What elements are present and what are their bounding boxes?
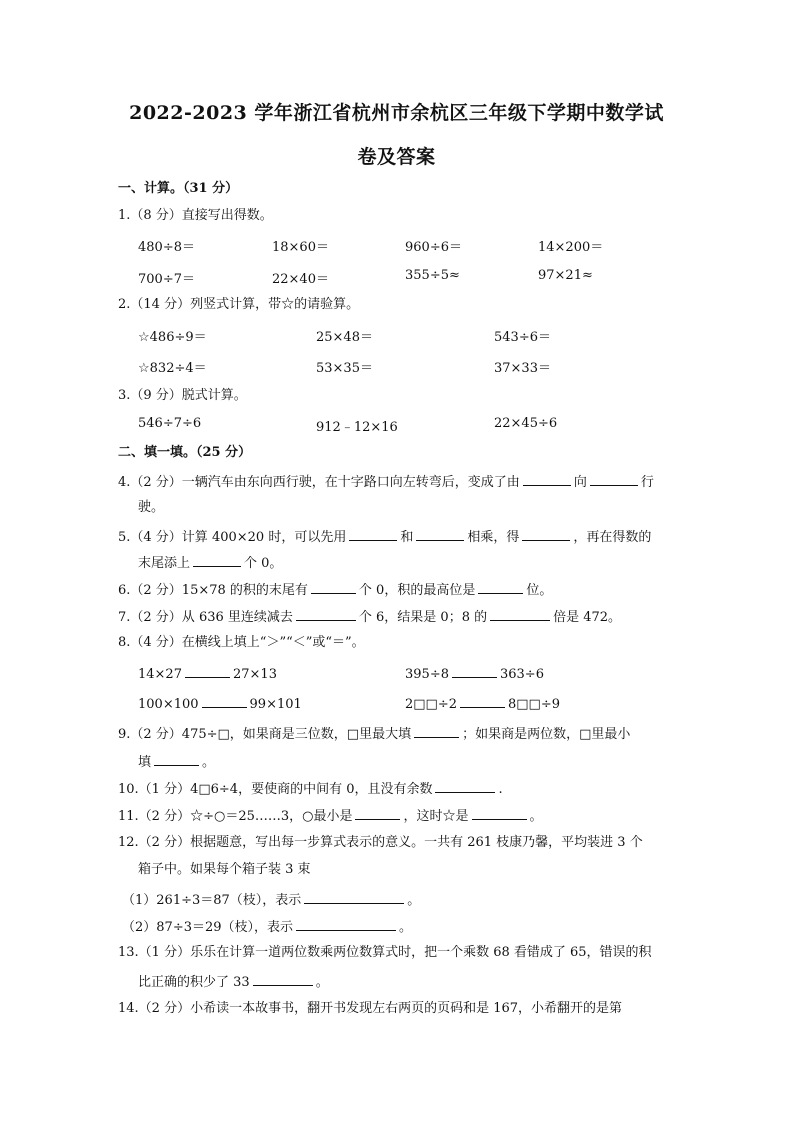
q11-blank-2[interactable] bbox=[472, 806, 527, 820]
q1-item-6: 22×40＝ bbox=[272, 272, 329, 287]
q5-text-5: 末尾添上 bbox=[138, 556, 191, 571]
q1-item-3: 960÷6＝ bbox=[405, 240, 462, 255]
question-2-heading: 2.（14 分）列竖式计算，带☆的请验算。 bbox=[118, 297, 360, 312]
exam-title-line2: 卷及答案 bbox=[357, 146, 436, 168]
question-12: 12.（2 分）根据题意，写出每一步算式表示的意义。一共有 261 枝康乃馨，平均装进 3 个 bbox=[118, 835, 643, 850]
q2-item-4: ☆832÷4＝ bbox=[138, 361, 207, 376]
q2-item-6: 37×33＝ bbox=[494, 361, 551, 376]
q5-text-3: 相乘，得 bbox=[467, 530, 520, 545]
q4-blank-2[interactable] bbox=[590, 472, 638, 486]
q9-text-4: 。 bbox=[202, 755, 216, 770]
q12-end-1: 。 bbox=[407, 893, 421, 908]
q8-compare-1 bbox=[138, 664, 277, 682]
q6-text-3: 位。 bbox=[526, 583, 553, 598]
question-10 bbox=[118, 779, 681, 799]
q8-blank-3[interactable] bbox=[202, 694, 247, 708]
question-11 bbox=[118, 806, 681, 826]
q5-text-2: 和 bbox=[400, 530, 414, 545]
q5-blank-3[interactable] bbox=[522, 527, 570, 541]
q13-blank[interactable] bbox=[253, 972, 313, 986]
q2-item-2: 25×48＝ bbox=[316, 330, 373, 345]
q1-item-4: 14×200＝ bbox=[538, 240, 604, 255]
q12-blank-1[interactable] bbox=[304, 890, 404, 904]
q8-left-2: 395÷8 bbox=[405, 667, 449, 682]
q6-text: 6.（2 分）15×78 的积的末尾有 bbox=[118, 583, 308, 598]
question-3-heading: 3.（9 分）脱式计算。 bbox=[118, 388, 247, 403]
q1-item-8: 97×21≈ bbox=[538, 268, 593, 283]
question-12-cont: 箱子中。如果每个箱子装 3 束 bbox=[138, 862, 311, 877]
q3-item-3: 22×45÷6 bbox=[494, 416, 558, 431]
q10-text: 10.（1 分）4□6÷4，要使商的中间有 0，且没有余数 bbox=[118, 782, 433, 797]
q11-text: 11.（2 分）☆÷○＝25……3，○最小是 bbox=[118, 809, 353, 824]
q4-text: 4.（2 分）一辆汽车由东向西行驶，在十字路口向左转弯后，变成了由 bbox=[118, 475, 520, 490]
question-7 bbox=[118, 607, 681, 627]
q8-right-4: 8□□÷9 bbox=[508, 697, 560, 712]
q1-item-5: 700÷7＝ bbox=[138, 272, 195, 287]
question-5-cont bbox=[138, 553, 681, 573]
q4-text-3: 行 bbox=[640, 475, 654, 490]
question-14: 14.（2 分）小希读一本故事书，翻开书发现左右两页的页码和是 167，小希翻开的是第 bbox=[118, 1001, 623, 1016]
q11-text-3: 。 bbox=[529, 809, 543, 824]
section-heading-calculation: 一、计算。（31 分） bbox=[118, 181, 239, 196]
q9-blank-1[interactable] bbox=[414, 724, 459, 738]
q13-text-3: 。 bbox=[315, 975, 329, 990]
q9-blank-2[interactable] bbox=[154, 752, 199, 766]
q12-end-2: 。 bbox=[399, 920, 413, 935]
exam-title-line1: 2022-2023 学年浙江省杭州市余杭区三年级下学期中数学试 bbox=[129, 102, 664, 124]
q6-blank-1[interactable] bbox=[311, 580, 356, 594]
question-4-cont: 驶。 bbox=[138, 500, 165, 515]
q7-text: 7.（2 分）从 636 里连续减去 bbox=[118, 610, 293, 625]
q9-text-3: 填 bbox=[138, 755, 152, 770]
q5-text-6: 个 0。 bbox=[244, 556, 283, 571]
q8-left-3: 100×100 bbox=[138, 697, 199, 712]
q8-blank-1[interactable] bbox=[185, 664, 230, 678]
q12-sub-2-text: （2）87÷3＝29（枝），表示 bbox=[122, 920, 294, 935]
q10-blank[interactable] bbox=[435, 779, 495, 793]
q8-right-2: 363÷6 bbox=[499, 667, 544, 682]
question-13: 13.（1 分）乐乐在计算一道两位数乘两位数算式时，把一个乘数 68 看错成了 65，错误的积 bbox=[118, 945, 652, 960]
question-12-sub-2 bbox=[122, 917, 681, 937]
q8-blank-4[interactable] bbox=[460, 694, 505, 708]
q12-blank-2[interactable] bbox=[296, 917, 396, 931]
q1-item-2: 18×60＝ bbox=[272, 240, 329, 255]
q8-left-1: 14×27 bbox=[138, 667, 182, 682]
question-6 bbox=[118, 580, 681, 600]
question-9-cont bbox=[138, 752, 681, 772]
q7-blank-1[interactable] bbox=[296, 607, 356, 621]
q8-compare-2 bbox=[405, 664, 544, 682]
q10-text-2: . bbox=[498, 782, 503, 797]
q8-right-3: 99×101 bbox=[249, 697, 302, 712]
question-9 bbox=[118, 724, 681, 744]
q6-blank-2[interactable] bbox=[478, 580, 523, 594]
section-heading-fill-in: 二、填一填。（25 分） bbox=[118, 445, 252, 460]
q12-sub-1-text: （1）261÷3＝87（枝），表示 bbox=[122, 893, 302, 908]
q8-left-4: 2□□÷2 bbox=[405, 697, 457, 712]
question-4 bbox=[118, 472, 681, 492]
q5-blank-1[interactable] bbox=[349, 527, 397, 541]
q5-text: 5.（4 分）计算 400×20 时，可以先用 bbox=[118, 530, 347, 545]
q4-blank-1[interactable] bbox=[523, 472, 571, 486]
q7-text-2: 个 6，结果是 0；8 的 bbox=[358, 610, 488, 625]
q7-blank-2[interactable] bbox=[490, 607, 550, 621]
question-5 bbox=[118, 527, 681, 547]
q4-text-2: 向 bbox=[573, 475, 587, 490]
q6-text-2: 个 0，积的最高位是 bbox=[358, 583, 476, 598]
q7-text-3: 倍是 472。 bbox=[553, 610, 622, 625]
question-13-cont bbox=[138, 972, 681, 992]
q5-text-4: ，再在得数的 bbox=[573, 530, 652, 545]
q5-blank-2[interactable] bbox=[416, 527, 464, 541]
q8-right-1: 27×13 bbox=[232, 667, 277, 682]
q2-item-1: ☆486÷9＝ bbox=[138, 330, 207, 345]
q8-compare-4 bbox=[405, 694, 560, 712]
question-12-sub-1 bbox=[122, 890, 681, 910]
question-1-heading: 1.（8 分）直接写出得数。 bbox=[118, 208, 273, 223]
q3-item-2: 912﹣12×16 bbox=[316, 420, 398, 435]
q3-item-1: 546÷7÷6 bbox=[138, 416, 202, 431]
q11-text-2: ，这时☆是 bbox=[403, 809, 469, 824]
q2-item-3: 543÷6＝ bbox=[494, 330, 551, 345]
q2-item-5: 53×35＝ bbox=[316, 361, 373, 376]
q1-item-1: 480÷8＝ bbox=[138, 240, 195, 255]
q13-text-2: 比正确的积少了 33 bbox=[138, 975, 250, 990]
q8-compare-3 bbox=[138, 694, 302, 712]
q1-item-7: 355÷5≈ bbox=[405, 268, 460, 283]
q8-blank-2[interactable] bbox=[452, 664, 497, 678]
question-8-heading: 8.（4 分）在横线上填上“＞”“＜”或“＝”。 bbox=[118, 635, 365, 650]
q9-text-2: ；如果商是两位数，□里最小 bbox=[462, 727, 631, 742]
q5-blank-4[interactable] bbox=[193, 553, 241, 567]
q11-blank-1[interactable] bbox=[355, 806, 400, 820]
q9-text: 9.（2 分）475÷□，如果商是三位数，□里最大填 bbox=[118, 727, 412, 742]
